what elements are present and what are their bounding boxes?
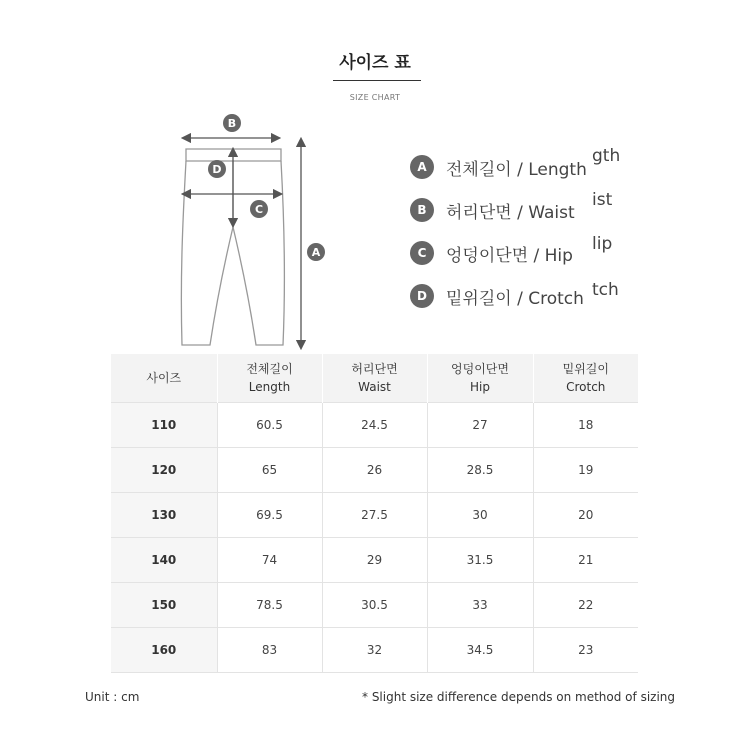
hip-cell: 27: [427, 403, 533, 448]
page-title: 사이즈 표: [339, 53, 411, 73]
length-cell: 83: [217, 628, 322, 673]
pants-diagram: [170, 105, 340, 355]
size-cell: 150: [111, 583, 217, 628]
table-row: [111, 448, 638, 493]
unit-note: Unit : cm: [85, 690, 140, 704]
header-waist: 허리단면 Waist: [322, 354, 427, 403]
hip-cell: 31.5: [427, 538, 533, 583]
table-row: [111, 403, 638, 448]
waist-cell: 30.5: [322, 583, 427, 628]
crotch-cell: 20: [533, 493, 638, 538]
label-c: C: [254, 203, 264, 216]
hip-cell: 30: [427, 493, 533, 538]
crotch-cell: 18: [533, 403, 638, 448]
table-header-row: [111, 354, 638, 403]
crotch-cell: 21: [533, 538, 638, 583]
hip-cell: 34.5: [427, 628, 533, 673]
waist-cell: 24.5: [322, 403, 427, 448]
size-cell: 120: [111, 448, 217, 493]
table-row: [111, 493, 638, 538]
ghost-text: ist: [592, 190, 613, 210]
table-row: [111, 538, 638, 583]
size-cell: 140: [111, 538, 217, 583]
crotch-cell: 19: [533, 448, 638, 493]
title-underline: [333, 80, 421, 81]
table-row: [111, 628, 638, 673]
label-a: A: [311, 246, 321, 259]
waist-cell: 32: [322, 628, 427, 673]
header-size: 사이즈: [111, 354, 217, 403]
legend-item-length: [410, 154, 587, 180]
size-cell: 160: [111, 628, 217, 673]
ghost-text: gth: [592, 146, 621, 166]
legend-label: 허리단면 / Waist: [446, 202, 575, 223]
waist-cell: 27.5: [322, 493, 427, 538]
hip-cell: 33: [427, 583, 533, 628]
label-b: B: [227, 117, 237, 130]
ghost-text: tch: [592, 280, 619, 300]
header-crotch: 밑위길이 Crotch: [533, 354, 638, 403]
length-cell: 65: [217, 448, 322, 493]
legend-label: 전체길이 / Length: [446, 159, 587, 180]
header-hip: 엉덩이단면 Hip: [427, 354, 533, 403]
badge-b: B: [410, 198, 434, 222]
page-subtitle: SIZE CHART: [349, 93, 401, 102]
size-table: [111, 354, 638, 673]
legend-item-crotch: [410, 283, 584, 309]
length-cell: 69.5: [217, 493, 322, 538]
waist-cell: 29: [322, 538, 427, 583]
badge-d: D: [410, 284, 434, 308]
size-cell: 110: [111, 403, 217, 448]
legend-label: 밑위길이 / Crotch: [446, 288, 584, 309]
label-d: D: [212, 163, 222, 176]
hip-cell: 28.5: [427, 448, 533, 493]
header-length: 전체길이 Length: [217, 354, 322, 403]
legend-item-waist: [410, 197, 575, 223]
crotch-cell: 23: [533, 628, 638, 673]
length-cell: 60.5: [217, 403, 322, 448]
crotch-cell: 22: [533, 583, 638, 628]
ghost-text: lip: [592, 234, 613, 254]
legend-label: 엉덩이단면 / Hip: [446, 245, 573, 266]
length-cell: 78.5: [217, 583, 322, 628]
badge-a: A: [410, 155, 434, 179]
badge-c: C: [410, 241, 434, 265]
length-cell: 74: [217, 538, 322, 583]
table-row: [111, 583, 638, 628]
size-cell: 130: [111, 493, 217, 538]
sizing-disclaimer: * Slight size difference depends on method of sizing: [362, 690, 676, 704]
waist-cell: 26: [322, 448, 427, 493]
legend-item-hip: [410, 240, 573, 266]
